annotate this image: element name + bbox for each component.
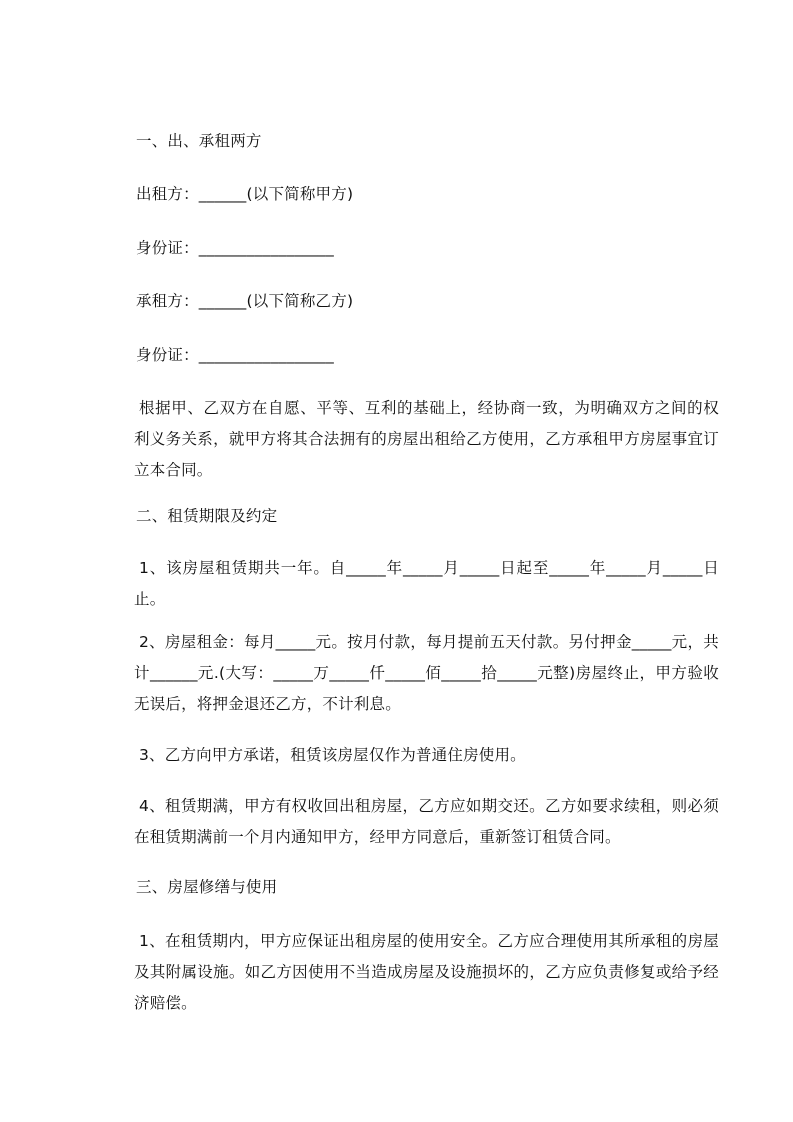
section-heading-parties: 一、出、承租两方 [136,132,262,150]
clause-2-2: 2、房屋租金：每月_____元。按月付款，每月提前五天付款。另付押金_____元，共计______元.(大写：_____万_____仟_____佰_____拾_____元整)房屋终止，甲方验收无误后，将押金退还乙方，不计利息。 [134,633,719,713]
clause-2-1: 1、该房屋租赁期共一年。自_____年_____月_____日起至_____年_____月_____日止。 [134,559,719,608]
clause-2-4: 4、租赁期满，甲方有权收回出租房屋，乙方应如期交还。乙方如要求续租，则必须在租赁期满前一个月内通知甲方，经甲方同意后，重新签订租赁合同。 [134,797,719,846]
lessee-line: 承租方：______(以下简称乙方) [136,292,354,310]
lessor-line: 出租方：______(以下简称甲方) [136,185,354,203]
clause-2-3: 3、乙方向甲方承诺，租赁该房屋仅作为普通住房使用。 [139,746,526,764]
lessor-id-line: 身份证：_________________ [136,239,334,257]
clause-3-1: 1、在租赁期内，甲方应保证出租房屋的使用安全。乙方应合理使用其所承租的房屋及其附属设施。如乙方因使用不当造成房屋及设施损坏的，乙方应负责修复或给予经济赔偿。 [134,932,719,1012]
intro-paragraph: 根据甲、乙双方在自愿、平等、互利的基础上，经协商一致，为明确双方之间的权利义务关系，就甲方将其合法拥有的房屋出租给乙方使用，乙方承租甲方房屋事宜订立本合同。 [134,399,719,479]
section-heading-lease-term: 二、租赁期限及约定 [136,507,278,525]
section-heading-repair-use: 三、房屋修缮与使用 [136,878,278,896]
lessee-id-line: 身份证：_________________ [136,346,334,364]
